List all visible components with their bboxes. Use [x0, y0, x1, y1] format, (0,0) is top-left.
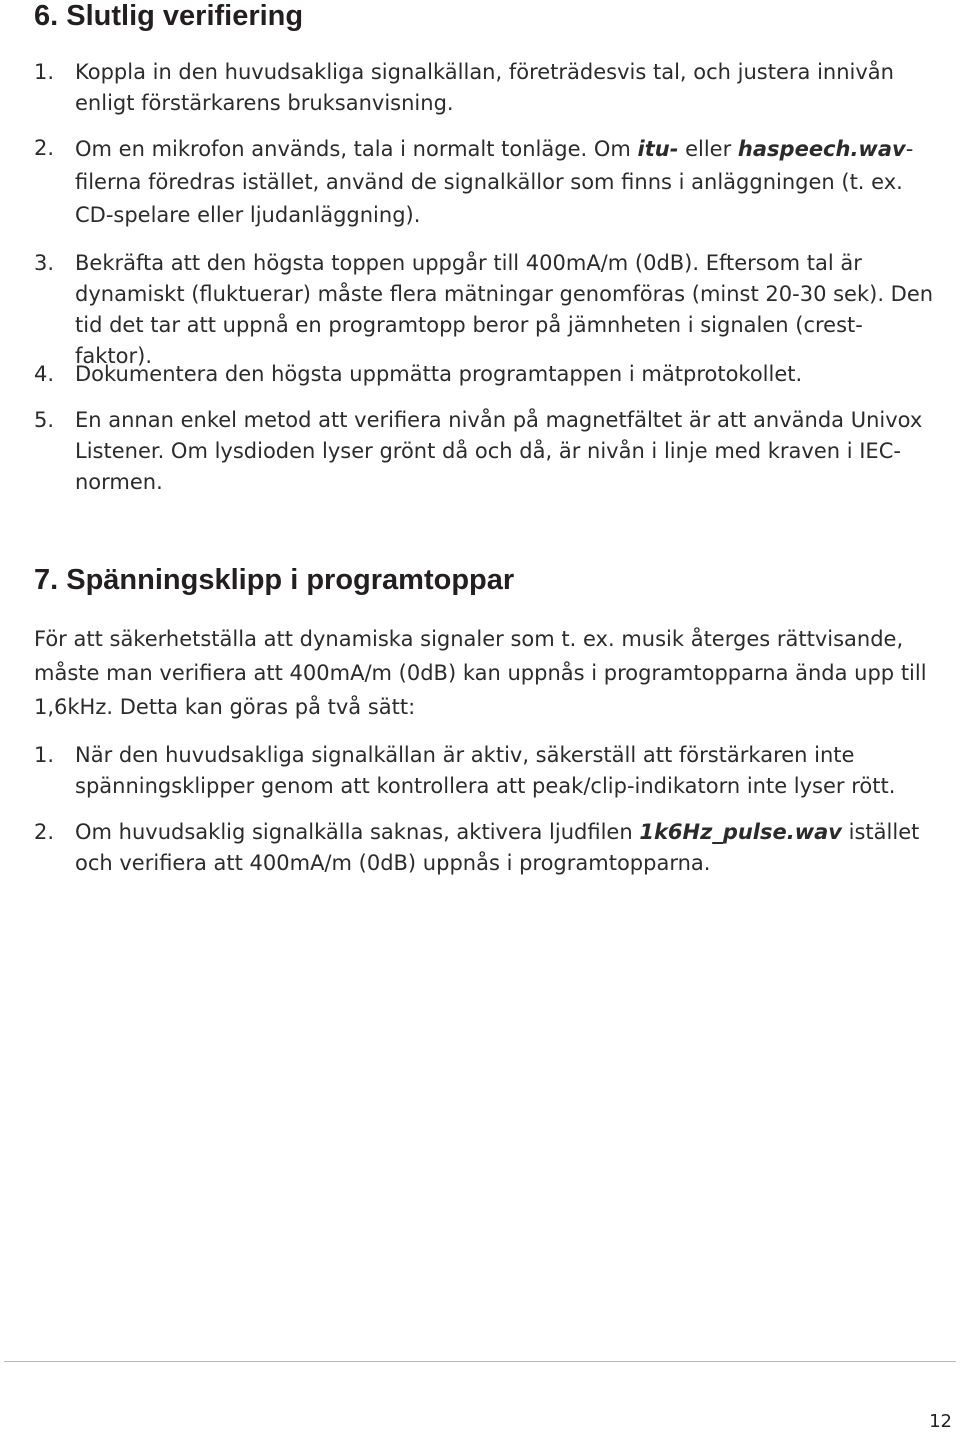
text-run: eller [678, 137, 738, 161]
list-number: 1. [34, 60, 55, 84]
filename-emphasis: haspeech.wav [737, 137, 906, 161]
list-text [75, 817, 934, 879]
list-item [34, 405, 934, 498]
section-6-title: 6. Slutlig verifiering [34, 0, 304, 32]
section-7-title: 7. Spänningsklipp i programtoppar [34, 564, 515, 596]
text-run: Om huvudsaklig signalkälla saknas, aktivera ljudfilen [75, 820, 640, 844]
text-run: Om en mikrofon används, tala i normalt tonläge. Om [75, 137, 638, 161]
list-item [34, 740, 934, 802]
list-text: Bekräfta att den högsta toppen uppgår till 400mA/m (0dB). Eftersom tal är dynamiskt (fluktuerar) måste flera mätningar genomföras (minst 20-30 sek). Den tid det tar att uppnå en programtopp beror på jämnheten i signalen (crest-faktor). [75, 251, 934, 368]
list-text: Dokumentera den högsta uppmätta programtappen i mätprotokollet. [75, 362, 803, 386]
list-text: En annan enkel metod att verifiera nivån på magnetfältet är att använda Univox Listener. Om lysdioden lyser grönt då och då, är nivån i linje med kraven i IEC-normen. [75, 408, 923, 494]
list-item [34, 817, 934, 879]
filename-emphasis: 1k6Hz_pulse.wav [639, 820, 842, 844]
list-item [34, 359, 934, 390]
list-item [34, 133, 934, 232]
list-number: 3. [34, 251, 55, 275]
footer-divider [4, 1361, 956, 1362]
list-number: 5. [34, 408, 55, 432]
page-number: 12 [929, 1411, 952, 1432]
list-number: 2. [34, 820, 55, 844]
list-number: 4. [34, 362, 55, 386]
text-run: -filerna föredras istället, använd de signalkällor som finns i anläggningen (t. ex. CD-spelare eller ljudanläggning). [75, 137, 914, 227]
list-text: Koppla in den huvudsakliga signalkällan, företrädesvis tal, och justera innivån enligt förstärkarens bruksanvisning. [75, 60, 894, 115]
list-number: 2. [34, 136, 55, 160]
filename-emphasis: itu- [637, 137, 679, 161]
section-7-intro: För att säkerhetställa att dynamiska signaler som t. ex. musik återges rättvisande, måste man verifiera att 400mA/m (0dB) kan uppnås i programtopparna ända upp till 1,6kHz. Detta kan göras på två sätt: [34, 627, 927, 719]
list-text [75, 133, 934, 232]
list-text: När den huvudsakliga signalkällan är aktiv, säkerställ att förstärkaren inte spänningsklipper genom att kontrollera att peak/clip-indikatorn inte lyser rött. [75, 743, 896, 798]
list-item [34, 57, 934, 119]
list-number: 1. [34, 743, 55, 767]
text-run: istället och verifiera att 400mA/m (0dB) uppnås i programtopparna. [75, 820, 920, 875]
list-item [34, 248, 934, 372]
